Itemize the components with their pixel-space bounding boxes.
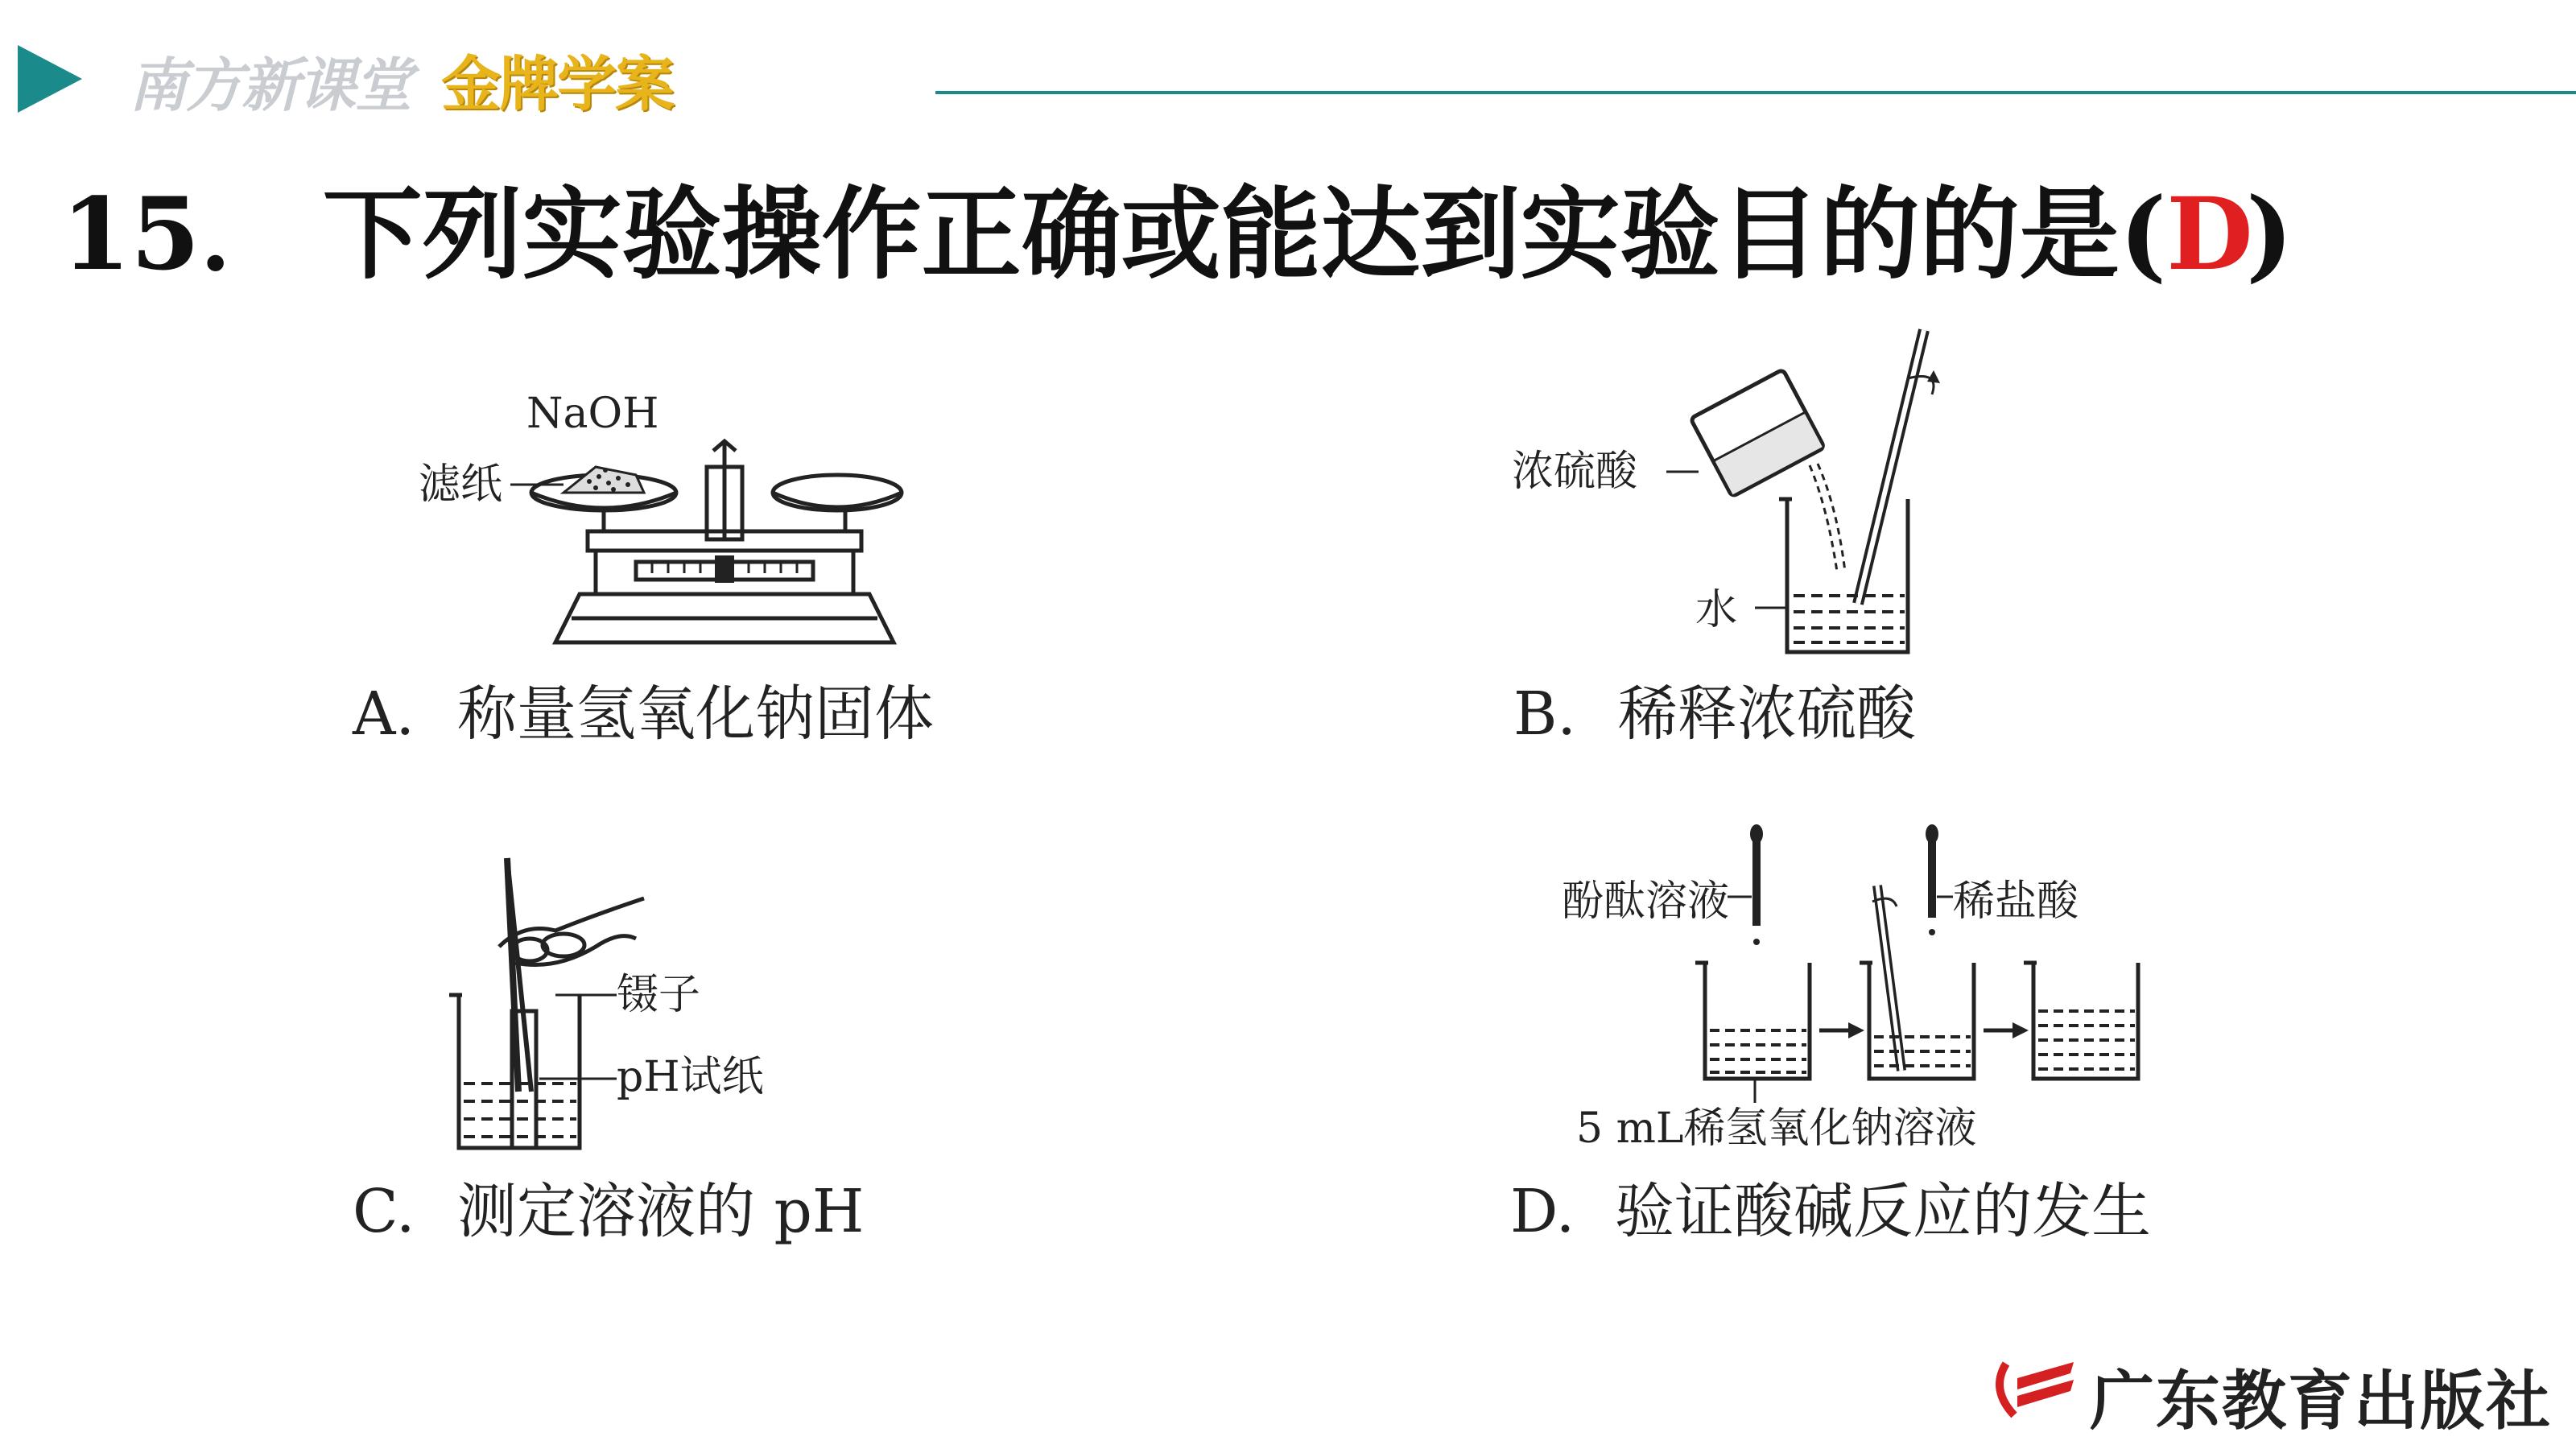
label-naoh: NaOH [526, 390, 659, 438]
header-divider [935, 91, 2576, 94]
answer-letter: D [2166, 176, 2253, 293]
ph-test-diagram [443, 850, 652, 1148]
publisher-name: 广东教育出版社 [2090, 1364, 2552, 1439]
label-ph-paper: pH试纸 [617, 1053, 764, 1101]
balance-diagram [515, 419, 934, 660]
close-paren: ) [2246, 176, 2293, 293]
label-filter-paper: 滤纸 [419, 460, 503, 509]
question-line [61, 171, 2253, 299]
label-conc-sulfuric-acid: 浓硫酸 [1512, 448, 1638, 496]
acid-base-diagram [1690, 829, 2157, 1111]
question-number: 15． [61, 176, 300, 293]
open-paren: ( [2119, 176, 2167, 293]
publisher-logo-icon [1990, 1357, 2079, 1422]
brand-primary: 南方新课堂 [129, 52, 411, 119]
option-d [1510, 1175, 2151, 1248]
option-b-text: 稀释浓硫酸 [1618, 679, 1916, 749]
option-c [353, 1175, 864, 1248]
brand-secondary: 金牌学案 [441, 50, 673, 119]
label-naoh-solution: 5 mL稀氢氧化钠溶液 [1576, 1104, 1977, 1153]
option-c-text: 测定溶液的 pH [457, 1177, 865, 1246]
option-d-text: 验证酸碱反应的发生 [1615, 1177, 2151, 1246]
option-a-letter: A. [353, 679, 415, 749]
play-arrow-icon [18, 45, 82, 113]
option-a [353, 678, 934, 750]
option-c-letter: C. [353, 1177, 415, 1246]
dilution-diagram [1666, 330, 1940, 668]
option-b-letter: B. [1513, 679, 1576, 749]
option-b [1513, 678, 1916, 750]
label-phenolphthalein: 酚酞溶液 [1562, 877, 1730, 926]
label-tweezers: 镊子 [617, 971, 701, 1019]
question-text: 下列实验操作正确或能达到实验目的的是 [322, 176, 2120, 293]
option-a-text: 称量氢氧化钠固体 [457, 679, 934, 749]
label-dilute-hcl: 稀盐酸 [1953, 877, 2079, 926]
label-water: 水 [1695, 586, 1738, 634]
option-d-letter: D. [1510, 1177, 1575, 1246]
